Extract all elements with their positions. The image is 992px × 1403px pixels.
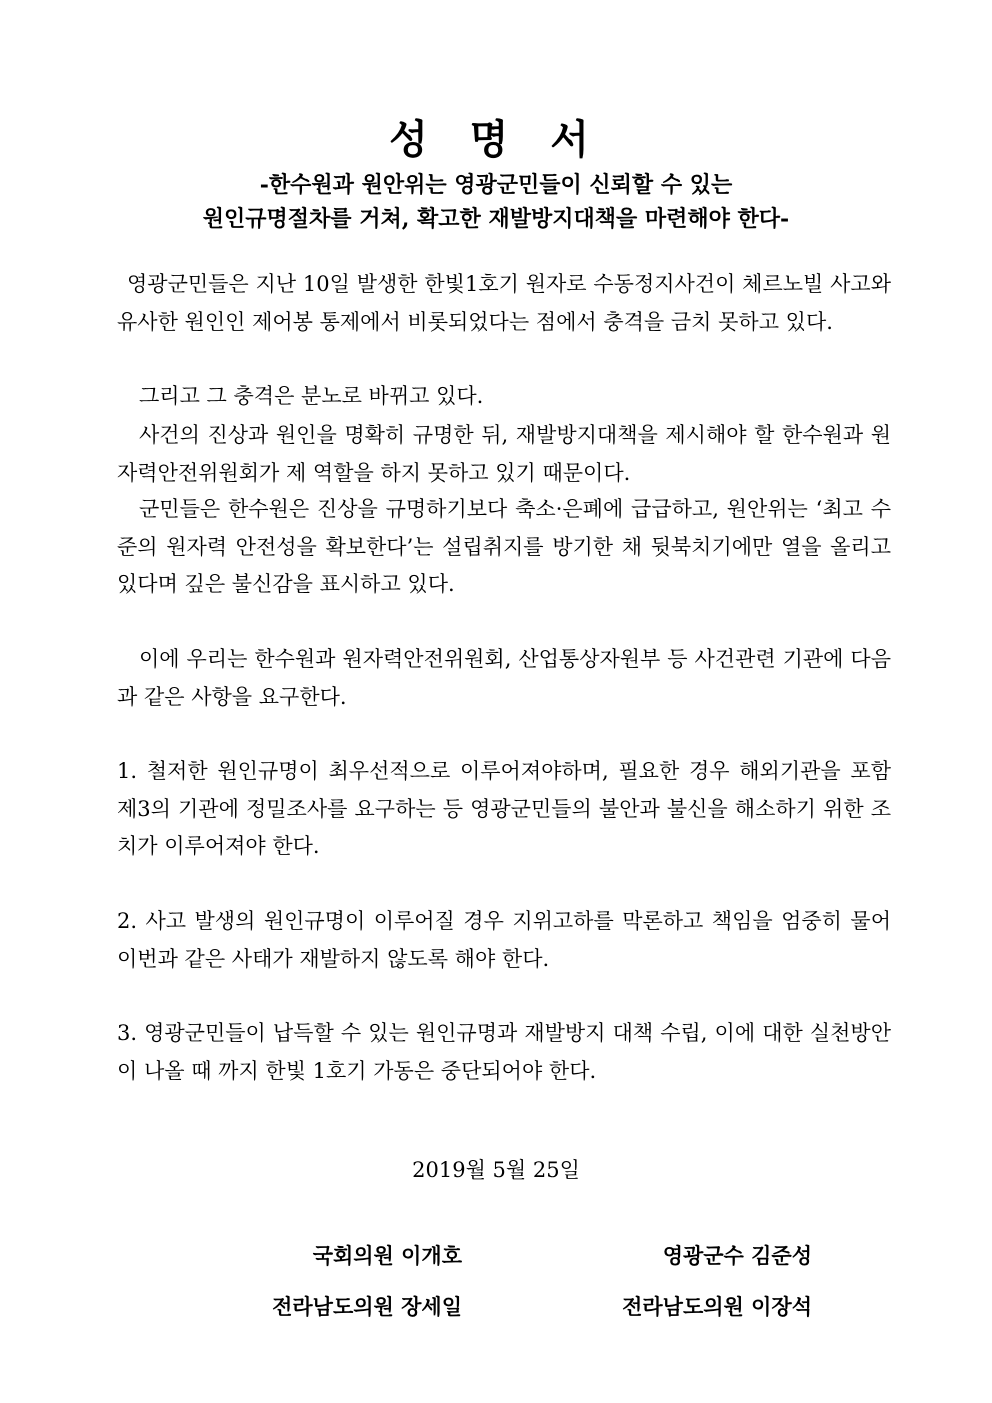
demand-item-1: 1. 철저한 원인규명이 최우선적으로 이루어져야하며, 필요한 경우 해외기관을 포함 제3의 기관에 정밀조사를 요구하는 등 영광군민들의 불안과 불신을 해소하기 위한 조치가 이루어져야 한다. bbox=[117, 759, 891, 858]
signatory-provincial-member-2: 전라남도의원 이장석 bbox=[622, 1294, 812, 1319]
subtitle-line-1: -한수원과 원안위는 영광군민들이 신뢰할 수 있는 bbox=[259, 172, 733, 198]
document-title: 성 명 서 bbox=[389, 116, 603, 163]
paragraph-5: 이에 우리는 한수원과 원자력안전위원회, 산업통상자원부 등 사건관련 기관에 다음과 같은 사항을 요구한다. bbox=[117, 647, 891, 709]
demand-item-3: 3. 영광군민들이 납득할 수 있는 원인규명과 재발방지 대책 수립, 이에 대한 실천방안이 나올 때 까지 한빛 1호기 가동은 중단되어야 한다. bbox=[117, 1021, 891, 1083]
document-date: 2019월 5월 25일 bbox=[412, 1158, 580, 1182]
paragraph-3: 사건의 진상과 원인을 명확히 규명한 뒤, 재발방지대책을 제시해야 할 한수원과 원자력안전위원회가 제 역할을 하지 못하고 있기 때문이다. bbox=[117, 423, 891, 485]
paragraph-1: 영광군민들은 지난 10일 발생한 한빛1호기 원자로 수동정지사건이 체르노빌 사고와 유사한 원인인 제어봉 통제에서 비롯되었다는 점에서 충격을 금치 못하고 있다. bbox=[117, 272, 891, 334]
paragraph-4: 군민들은 한수원은 진상을 규명하기보다 축소·은폐에 급급하고, 원안위는 ‘최고 수준의 원자력 안전성을 확보한다’는 설립취지를 방기한 채 뒷북치기에만 열을 올리고 있다며 깊은 불신감을 표시하고 있다. bbox=[117, 497, 891, 596]
signatory-provincial-member-1: 전라남도의원 장세일 bbox=[272, 1294, 462, 1319]
signatory-assembly-member: 국회의원 이개호 bbox=[312, 1243, 462, 1268]
subtitle-line-2: 원인규명절차를 거쳐, 확고한 재발방지대책을 마련해야 한다- bbox=[202, 206, 790, 232]
demand-item-2: 2. 사고 발생의 원인규명이 이루어질 경우 지위고하를 막론하고 책임을 엄중히 물어 이번과 같은 사태가 재발하지 않도록 해야 한다. bbox=[117, 909, 891, 971]
paragraph-2: 그리고 그 충격은 분노로 바뀌고 있다. bbox=[139, 384, 484, 408]
signatory-county-governor: 영광군수 김준성 bbox=[662, 1243, 812, 1268]
